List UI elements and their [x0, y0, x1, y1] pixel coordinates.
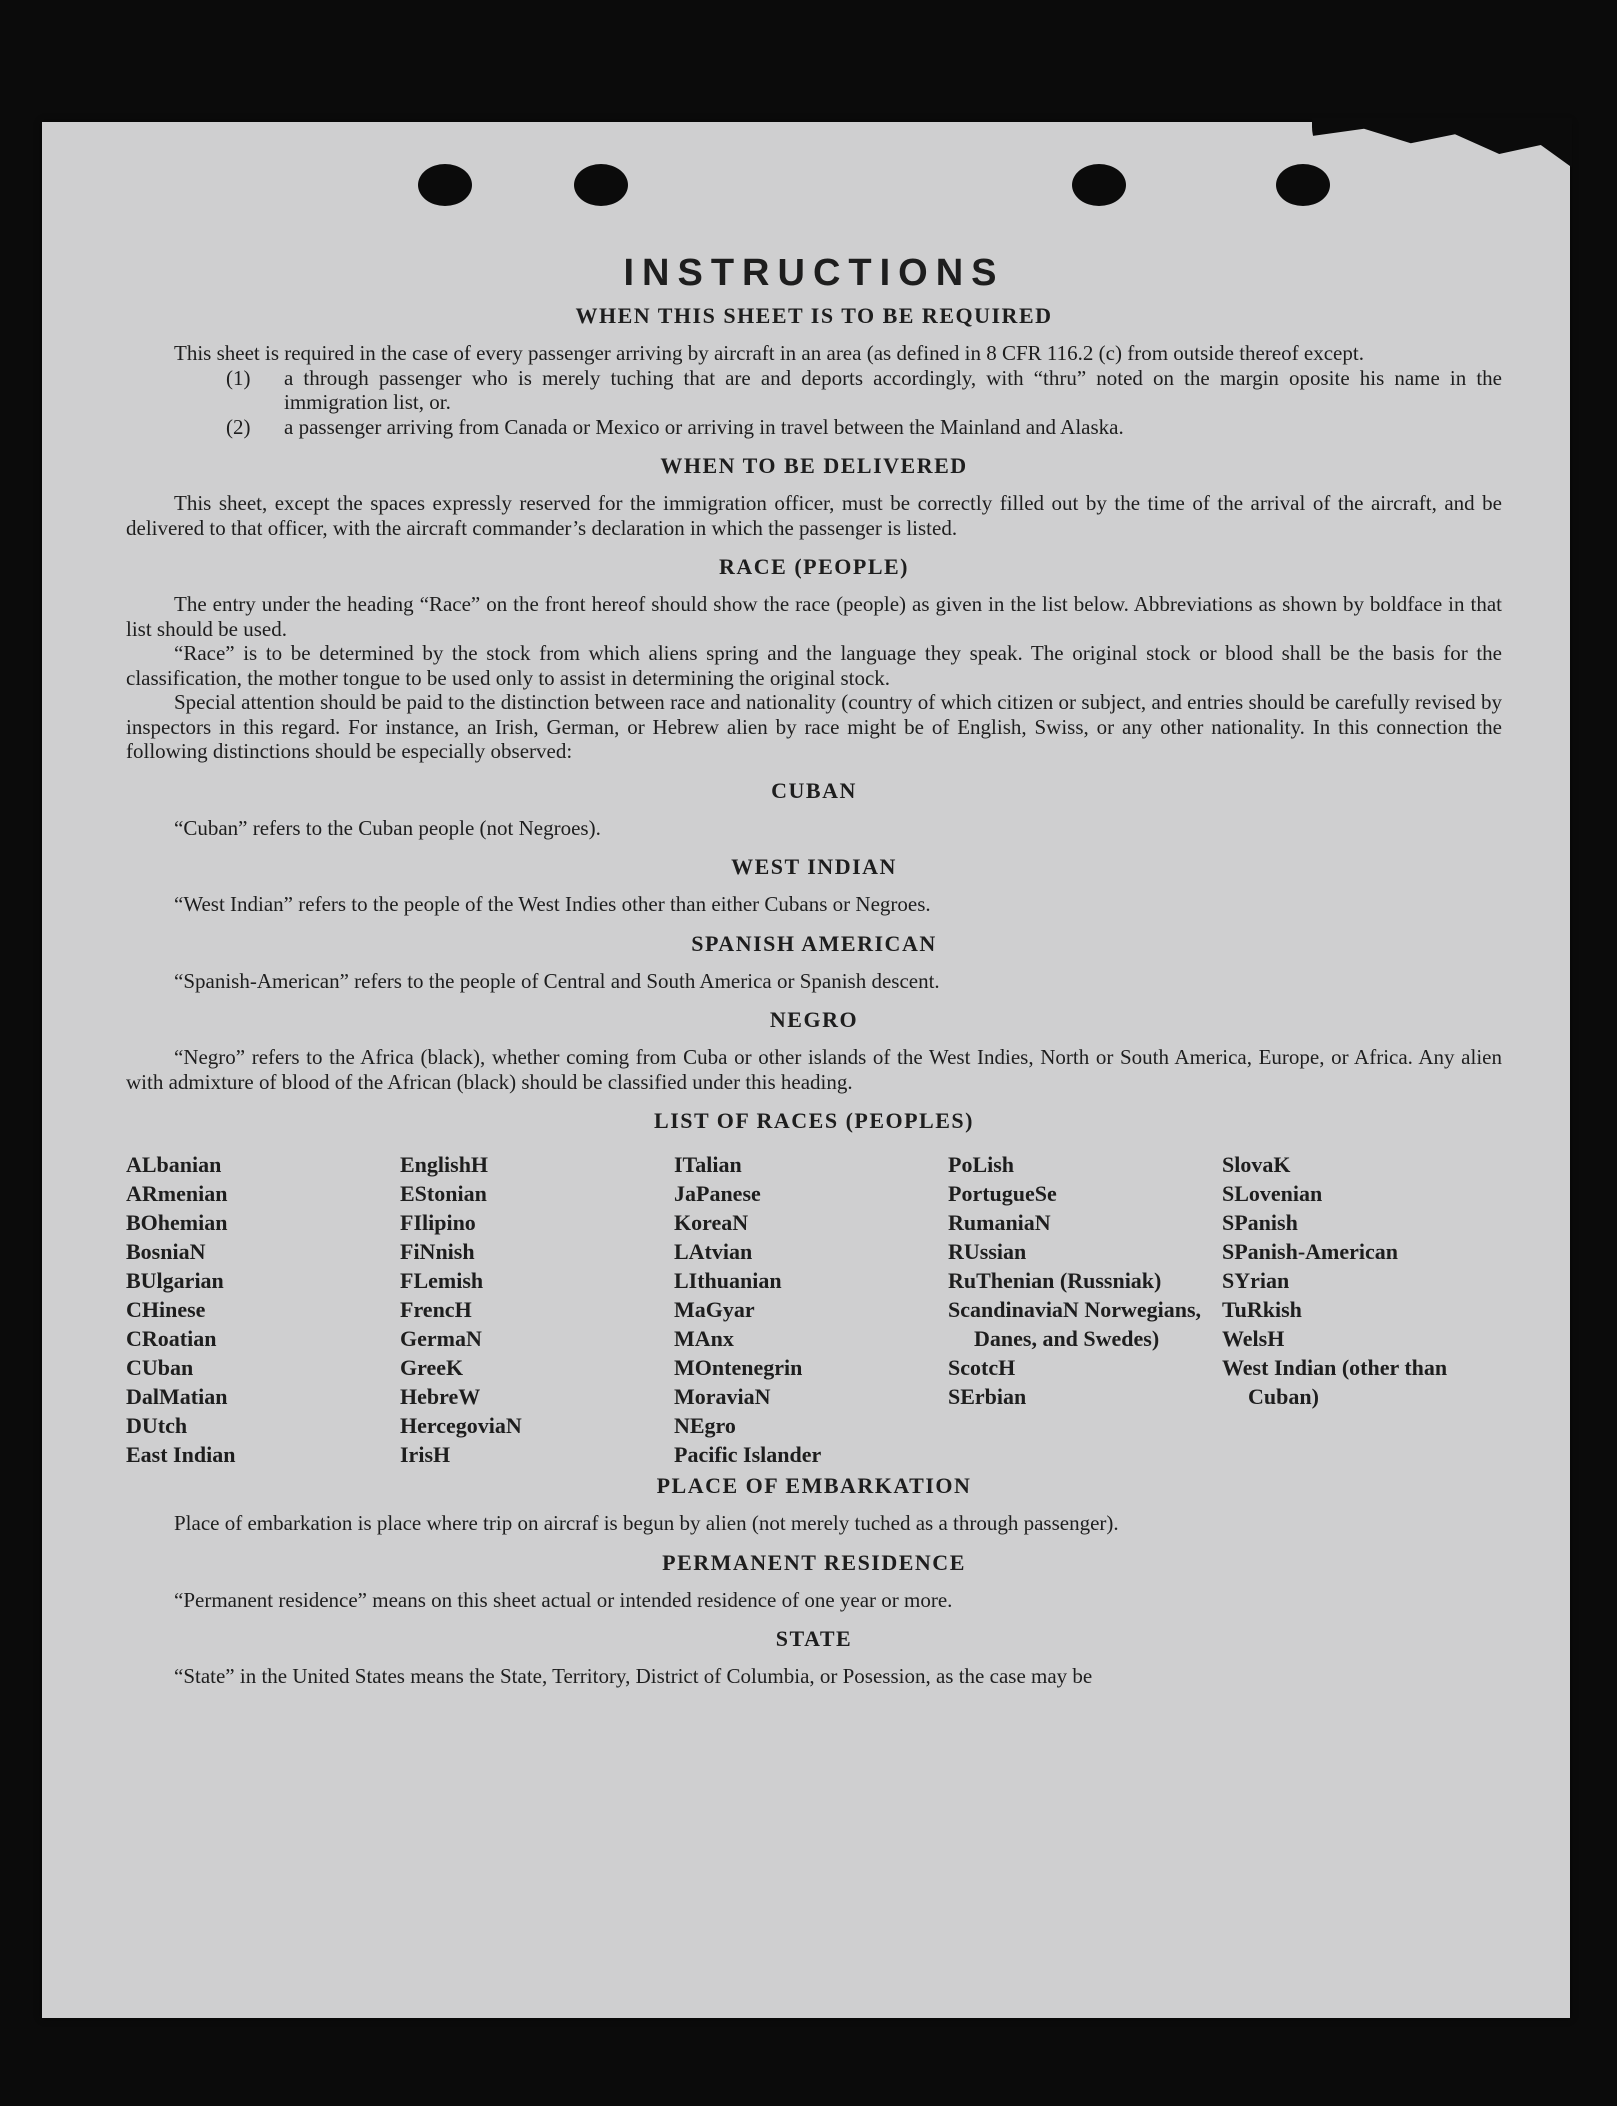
race-entry: ScotcH	[948, 1355, 1016, 1380]
race-entry: HebreW	[400, 1384, 481, 1409]
exception-text: a passenger arriving from Canada or Mexico or arriving in travel between the Mainland and Alaska.	[284, 414, 1124, 439]
exception-item-2	[126, 415, 1502, 440]
race-entry: CUban	[126, 1355, 194, 1380]
heading-when-delivered: WHEN TO BE DELIVERED	[660, 453, 968, 478]
punch-hole	[1276, 164, 1330, 206]
torn-corner	[1312, 118, 1572, 208]
negro-text: “Negro” refers to the Africa (black), whether coming from Cuba or other islands of the West Indies, North or South America, Europe, or Africa. Any alien with admixture of blood of the African (black) should be classified under this heading.	[126, 1045, 1502, 1094]
exception-number: (1)	[226, 365, 251, 390]
race-entry: SLovenian	[1222, 1181, 1323, 1206]
race-entry: RuThenian (Russniak)	[948, 1268, 1162, 1293]
race-paragraph-2: “Race” is to be determined by the stock from which aliens spring and the language they speak. The original stock or blood shall be the basis for the classification, the mother tongue to be used only to assist in determining the original stock.	[126, 641, 1502, 690]
punch-hole	[418, 164, 472, 206]
race-entry: DalMatian	[126, 1384, 228, 1409]
state-text: “State” in the United States means the State, Territory, District of Columbia, or Posession, as the case may be	[174, 1664, 1093, 1688]
race-entry: WelsH	[1222, 1326, 1285, 1351]
race-entry: TuRkish	[1222, 1297, 1302, 1322]
race-entry: BUlgarian	[126, 1268, 224, 1293]
embarkation-text: Place of embarkation is place where trip on aircraf is begun by alien (not merely tuched as a through passenger).	[174, 1511, 1119, 1535]
race-entry: FrencH	[400, 1297, 472, 1322]
heading-permanent-residence: PERMANENT RESIDENCE	[662, 1549, 966, 1575]
race-entry: East Indian	[126, 1442, 236, 1467]
race-entry: BOhemian	[126, 1210, 228, 1235]
when-delivered-text: This sheet, except the spaces expressly reserved for the immigration officer, must be correctly filled out by the time of the arrival of the aircraft, and be delivered to that officer, with the aircraft commander’s declaration in which the passenger is listed.	[126, 491, 1502, 540]
exception-item-1	[126, 366, 1502, 415]
heading-state: STATE	[775, 1626, 853, 1651]
heading-negro: NEGRO	[769, 1007, 859, 1032]
race-entry: MAnx	[674, 1326, 734, 1351]
race-entry: Pacific Islander	[674, 1442, 822, 1467]
heading-cuban: CUBAN	[771, 777, 857, 803]
heading-spanish-american: SPANISH AMERICAN	[691, 930, 937, 956]
cuban-text: “Cuban” refers to the Cuban people (not Negroes).	[174, 815, 601, 840]
races-list	[126, 1150, 1502, 1469]
race-entry: EnglishH	[400, 1152, 489, 1177]
race-paragraph-1: The entry under the heading “Race” on the front hereof should show the race (people) as given in the list below. Abbreviations as shown by boldface in that list should be used.	[126, 592, 1502, 641]
race-entry: BosniaN	[126, 1239, 206, 1264]
heading-when-required: WHEN THIS SHEET IS TO BE REQUIRED	[575, 303, 1053, 328]
heading-west-indian: WEST INDIAN	[731, 854, 897, 879]
heading-race: RACE (PEOPLE)	[719, 554, 909, 579]
races-column-3	[674, 1150, 944, 1469]
race-entry: CRoatian	[126, 1326, 217, 1351]
race-entry: NEgro	[674, 1413, 736, 1438]
race-entry: PortugueSe	[948, 1181, 1057, 1206]
race-entry: RumaniaN	[948, 1210, 1051, 1235]
race-entry: SlovaK	[1222, 1152, 1291, 1177]
document-page	[42, 122, 1570, 2018]
race-entry: MaGyar	[674, 1297, 755, 1322]
race-entry: MoraviaN	[674, 1384, 771, 1409]
race-entry: FiNnish	[400, 1239, 475, 1264]
race-entry: MOntenegrin	[674, 1355, 803, 1380]
race-entry: West Indian (other than Cuban)	[1222, 1355, 1448, 1409]
exception-number: (2)	[226, 414, 251, 439]
races-column-1	[126, 1150, 396, 1469]
race-entry: CHinese	[126, 1297, 206, 1322]
west-indian-text: “West Indian” refers to the people of the West Indies other than either Cubans or Negroes.	[174, 892, 931, 916]
races-column-5	[1222, 1150, 1482, 1469]
race-entry: HercegoviaN	[400, 1413, 522, 1438]
race-entry: ITalian	[674, 1152, 742, 1177]
race-entry: DUtch	[126, 1413, 188, 1438]
heading-embarkation: PLACE OF EMBARKATION	[656, 1473, 972, 1498]
race-entry: JaPanese	[674, 1181, 761, 1206]
punch-hole	[1072, 164, 1126, 206]
race-entry: PoLish	[948, 1152, 1015, 1177]
punch-hole	[574, 164, 628, 206]
document-content	[126, 252, 1502, 1689]
races-column-4	[948, 1150, 1218, 1469]
races-column-2	[400, 1150, 670, 1469]
race-entry: RUssian	[948, 1239, 1027, 1264]
race-entry: ARmenian	[126, 1181, 228, 1206]
heading-list-of-races: LIST OF RACES (PEOPLES)	[654, 1108, 974, 1133]
spanish-american-text: “Spanish-American” refers to the people of Central and South America or Spanish descent.	[174, 968, 940, 993]
race-entry: SYrian	[1222, 1268, 1290, 1293]
race-entry: SErbian	[948, 1384, 1027, 1409]
page-title: INSTRUCTIONS	[623, 252, 1005, 294]
race-entry: ScandinaviaN Norwegians, Danes, and Swedes)	[948, 1297, 1202, 1351]
race-paragraph-3: Special attention should be paid to the distinction between race and nationality (country of which citizen or subject, and entries should be carefully revised by inspectors in this regard. For instance, an Irish, German, or Hebrew alien by race might be of English, Swiss, or any other nationality. In this connection the following distinctions should be especially observed:	[126, 690, 1502, 763]
race-entry: GermaN	[400, 1326, 482, 1351]
race-entry: GreeK	[400, 1355, 464, 1380]
residence-text: “Permanent residence” means on this sheet actual or intended residence of one year or more.	[174, 1587, 953, 1612]
race-entry: FLemish	[400, 1268, 484, 1293]
when-required-intro: This sheet is required in the case of every passenger arriving by aircraft in an area (as defined in 8 CFR 116.2 (c) from outside thereof except.	[174, 341, 1364, 365]
race-entry: SPanish	[1222, 1210, 1298, 1235]
race-entry: ALbanian	[126, 1152, 222, 1177]
race-entry: FIlipino	[400, 1210, 476, 1235]
race-entry: SPanish-American	[1222, 1239, 1398, 1264]
race-entry: LAtvian	[674, 1239, 753, 1264]
exception-text: a through passenger who is merely tuching that are and deports accordingly, with “thru” noted on the margin oposite his name in the immigration list, or.	[284, 365, 1502, 414]
race-entry: EStonian	[400, 1181, 487, 1206]
race-entry: LIthuanian	[674, 1268, 782, 1293]
race-entry: IrisH	[400, 1442, 451, 1467]
race-entry: KoreaN	[674, 1210, 749, 1235]
